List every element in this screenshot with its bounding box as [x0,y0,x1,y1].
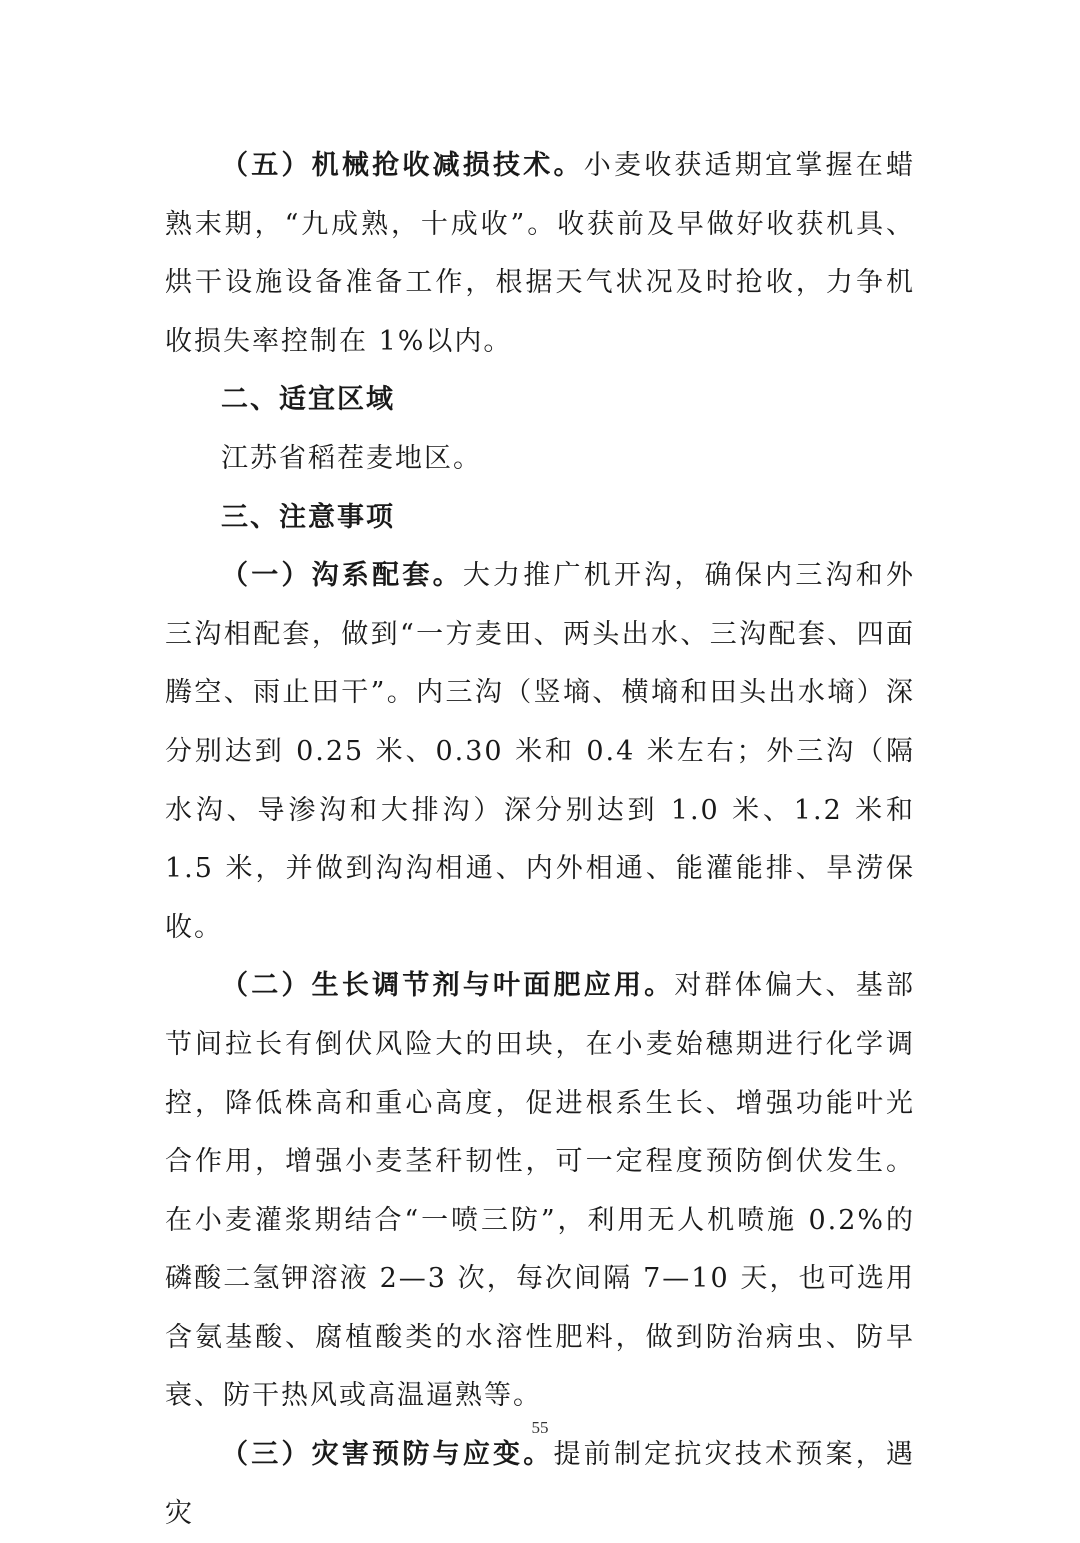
section-heading-precautions: 三、注意事项 [221,501,395,533]
paragraph-region: 江苏省稻茬麦地区。 [221,442,482,474]
paragraph-lead: （五）机械抢收减损技术。 [221,150,584,181]
section-heading-suitable-region: 二、适宜区域 [221,384,395,416]
page-number: 55 [531,1418,549,1437]
paragraph-text: 小麦收获适期宜掌握在蜡熟末期，“九成熟，十成收”。收获前及早做好收获机具、烘干设施设备准备工作，根据天气状况及时抢收，力争机收损失率控制在 1%以内。 [165,150,916,357]
paragraph-growth-regulator [165,957,915,1426]
paragraph-text: 大力推广机开沟，确保内三沟和外三沟相配套，做到“一方麦田、两头出水、三沟配套、四面腾空、雨止田干”。内三沟（竖墒、横墒和田头出水墒）深分别达到 0.25 米、0.30 米和 0.4 米左右；外三沟（隔水沟、导渗沟和大排沟）深分别达到 1.0 米、1.2 米和 1.5 米，并做到沟沟相通、内外相通、能灌能排、旱涝保收。 [165,560,916,943]
paragraph-lead: （二）生长调节剂与叶面肥应用。 [221,970,675,1002]
document-body [165,137,915,1543]
paragraph-disaster-prevention [165,1426,915,1543]
paragraph-mechanical-harvest [165,137,915,371]
paragraph-ditch-system [165,547,915,957]
paragraph-text: 提前制定抗灾技术预案，遇灾 [165,1439,915,1529]
paragraph-lead: （三）灾害预防与应变。 [221,1439,554,1471]
paragraph-lead: （一）沟系配套。 [221,560,463,592]
paragraph-text: 对群体偏大、基部节间拉长有倒伏风险大的田块，在小麦始穗期进行化学调控，降低株高和重心高度，促进根系生长、增强功能叶光合作用，增强小麦茎秆韧性，可一定程度预防倒伏发生。在小麦灌浆期结合“一喷三防”，利用无人机喷施 0.2%的磷酸二氢钾溶液 2—3 次，每次间隔 7—10 天，也可选用含氨基酸、腐植酸类的水溶性肥料，做到防治病虫、防早衰、防干热风或高温逼熟等。 [165,970,916,1412]
